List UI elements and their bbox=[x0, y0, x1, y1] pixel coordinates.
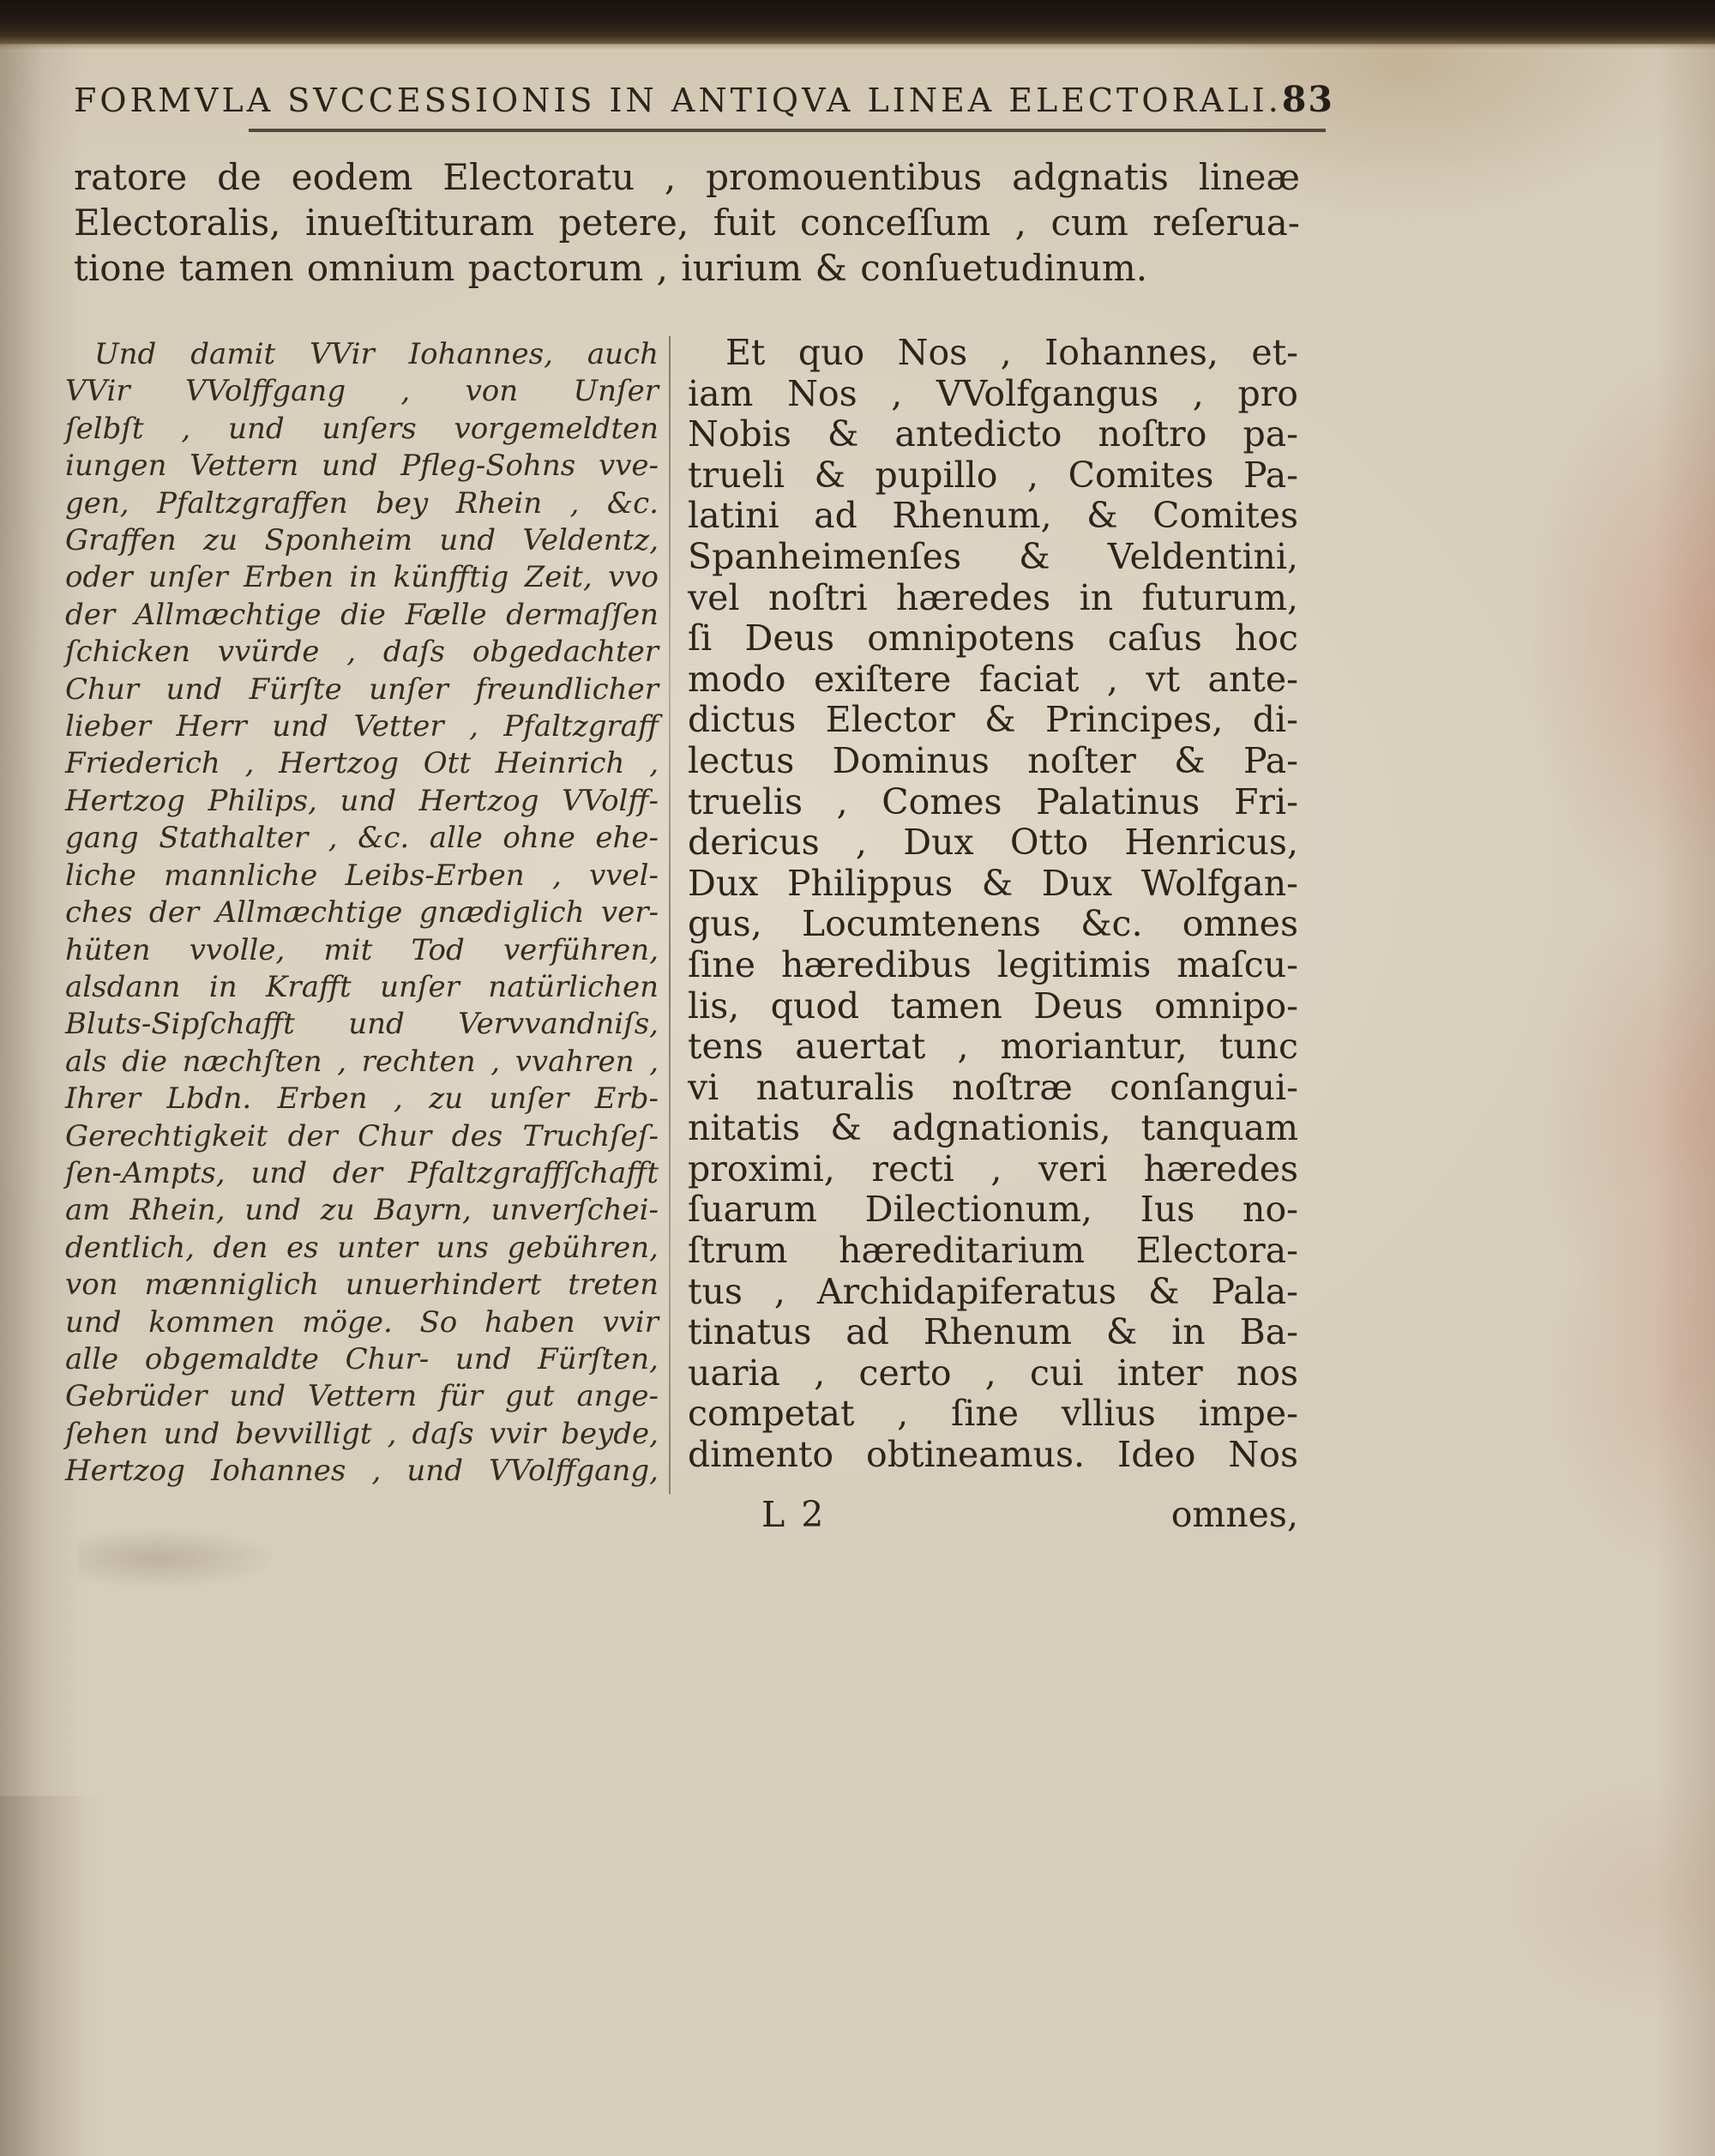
text-line: Hertzog Philips, und Hertzog VVolff- bbox=[65, 783, 659, 818]
text-line: ratore de eodem Electoratu , promouentibus adgnatis lineæ bbox=[74, 156, 1300, 198]
text-line: latini ad Rhenum, & Comites bbox=[688, 495, 1298, 537]
text-line: Gerechtigkeit der Chur des Truchſeſ- bbox=[65, 1118, 659, 1153]
text-line: hüten vvolle, mit Tod verführen, bbox=[65, 932, 659, 967]
text-line: Et quo Nos , Iohannes, et- bbox=[725, 332, 1298, 373]
text-line: am Rhein, und zu Bayrn, unverſchei- bbox=[65, 1193, 659, 1228]
text-line: trueli & pupillo , Comites Pa- bbox=[688, 454, 1298, 496]
text-line: und kommen möge. So haben vvir bbox=[65, 1304, 659, 1340]
latin-column bbox=[688, 333, 1298, 1476]
ink-bleed-smudge bbox=[79, 1528, 276, 1588]
text-line: lis, quod tamen Deus omnipo- bbox=[688, 985, 1298, 1027]
text-line: VVir VVolffgang , von Unſer bbox=[65, 374, 659, 409]
text-line: Dux Philippus & Dux Wolfgan- bbox=[688, 862, 1298, 904]
text-line: Nobis & antedicto noſtro pa- bbox=[688, 413, 1298, 455]
text-line: tens auertat , moriantur, tunc bbox=[688, 1026, 1298, 1068]
text-line: tione tamen omnium pactorum , iurium & conſuetudinum. bbox=[74, 247, 1148, 289]
signature-mark: L 2 bbox=[761, 1494, 827, 1535]
text-line: ſen-Ampts, und der Pfaltzgraffſchafft bbox=[65, 1155, 659, 1190]
text-line: ſehen und bevvilligt , daſs vvir beyde, bbox=[65, 1416, 659, 1451]
text-line: von mænniglich unuerhindert treten bbox=[65, 1268, 659, 1303]
text-line: Friederich , Hertzog Ott Heinrich , bbox=[65, 746, 659, 781]
text-line: Und damit VVir Iohannes, auch bbox=[94, 337, 659, 371]
page-edge-shadow bbox=[0, 1796, 103, 2156]
text-line: alle obgemaldte Chur- und Fürſten, bbox=[65, 1341, 659, 1376]
text-line: dentlich, den es unter uns gebühren, bbox=[65, 1230, 659, 1265]
catchword: omnes, bbox=[1170, 1494, 1298, 1535]
text-line: ſchicken vvürde , daſs obgedachter bbox=[65, 635, 659, 670]
text-line: der Allmæchtige die Fælle dermaſſen bbox=[65, 597, 659, 632]
text-line: Bluts-Sipſchafft und Vervvandniſs, bbox=[65, 1007, 659, 1042]
text-line: iam Nos , VVolfgangus , pro bbox=[688, 372, 1298, 414]
scan-edge-band bbox=[0, 0, 1715, 45]
page-header bbox=[74, 79, 1334, 120]
text-line: tinatus ad Rhenum & in Ba- bbox=[688, 1311, 1298, 1353]
page-number: 83 bbox=[1281, 79, 1334, 120]
text-line: ſelbſt , und unſers vorgemeldten bbox=[65, 411, 659, 446]
text-line: Spanheimenſes & Veldentini, bbox=[688, 535, 1298, 577]
text-line: liche mannliche Leibs-Erben , vvel- bbox=[65, 858, 659, 893]
text-line: ſi Deus omnipotens caſus hoc bbox=[688, 617, 1298, 659]
text-line: Electoralis, inueſtituram petere, fuit conceſſum , cum reſerua- bbox=[74, 202, 1300, 244]
text-line: ſtrum hæreditarium Electora- bbox=[688, 1230, 1298, 1272]
text-line: proximi, recti , veri hæredes bbox=[688, 1147, 1298, 1189]
column-divider-rule bbox=[669, 336, 671, 1494]
text-line: uaria , certo , cui inter nos bbox=[688, 1352, 1298, 1394]
text-line: ches der Allmæchtige gnædiglich ver- bbox=[65, 895, 659, 930]
text-line: Graffen zu Sponheim und Veldentz, bbox=[65, 523, 659, 558]
page-footer bbox=[688, 1494, 1298, 1535]
text-line: modo exiſtere faciat , vt ante- bbox=[688, 658, 1298, 700]
text-line: ſuarum Dilectionum, Ius no- bbox=[688, 1189, 1298, 1231]
text-line: Hertzog Iohannes , und VVolffgang, bbox=[65, 1454, 659, 1489]
text-line: lectus Dominus noſter & Pa- bbox=[688, 739, 1298, 781]
header-rule bbox=[249, 129, 1326, 132]
text-line: nitatis & adgnationis, tanquam bbox=[688, 1107, 1298, 1149]
text-line: gus, Locumtenens &c. omnes bbox=[688, 903, 1298, 945]
text-line: Ihrer Lbdn. Erben , zu unſer Erb- bbox=[65, 1081, 659, 1117]
text-line: vel noſtri hæredes in futurum, bbox=[688, 576, 1298, 618]
text-line: competat , ſine vllius impe- bbox=[688, 1393, 1298, 1435]
german-column bbox=[65, 336, 659, 1491]
text-line: oder unſer Erben in künfftig Zeit, vvo bbox=[65, 560, 659, 595]
text-line: lieber Herr und Vetter , Pfaltzgraff bbox=[65, 709, 659, 744]
intro-paragraph bbox=[74, 154, 1300, 291]
text-line: dictus Elector & Principes, di- bbox=[688, 699, 1298, 741]
text-line: iungen Vettern und Pfleg-Sohns vve- bbox=[65, 449, 659, 484]
text-line: dimento obtineamus. Ideo Nos bbox=[688, 1434, 1298, 1476]
text-line: alsdann in Krafft unſer natürlichen bbox=[65, 969, 659, 1004]
text-line: Chur und Fürſte unſer freundlicher bbox=[65, 671, 659, 707]
text-line: dericus , Dux Otto Henricus, bbox=[688, 822, 1298, 864]
text-line: gen, Pfaltzgraffen bey Rhein , &c. bbox=[65, 485, 659, 521]
text-line: tus , Archidapiferatus & Pala- bbox=[688, 1270, 1298, 1312]
running-title: FORMVLA SVCCESSIONIS IN ANTIQVA LINEA ELECTORALI. bbox=[74, 81, 1282, 119]
text-line: ſine hæredibus legitimis maſcu- bbox=[688, 943, 1298, 985]
text-line: vi naturalis noſtræ conſangui- bbox=[688, 1066, 1298, 1108]
text-line: gang Stathalter , &c. alle ohne ehe- bbox=[65, 821, 659, 856]
text-line: truelis , Comes Palatinus Fri- bbox=[688, 780, 1298, 822]
text-line: Gebrüder und Vettern für gut ange- bbox=[65, 1379, 659, 1414]
text-line: als die næchſten , rechten , vvahren , bbox=[65, 1044, 659, 1079]
